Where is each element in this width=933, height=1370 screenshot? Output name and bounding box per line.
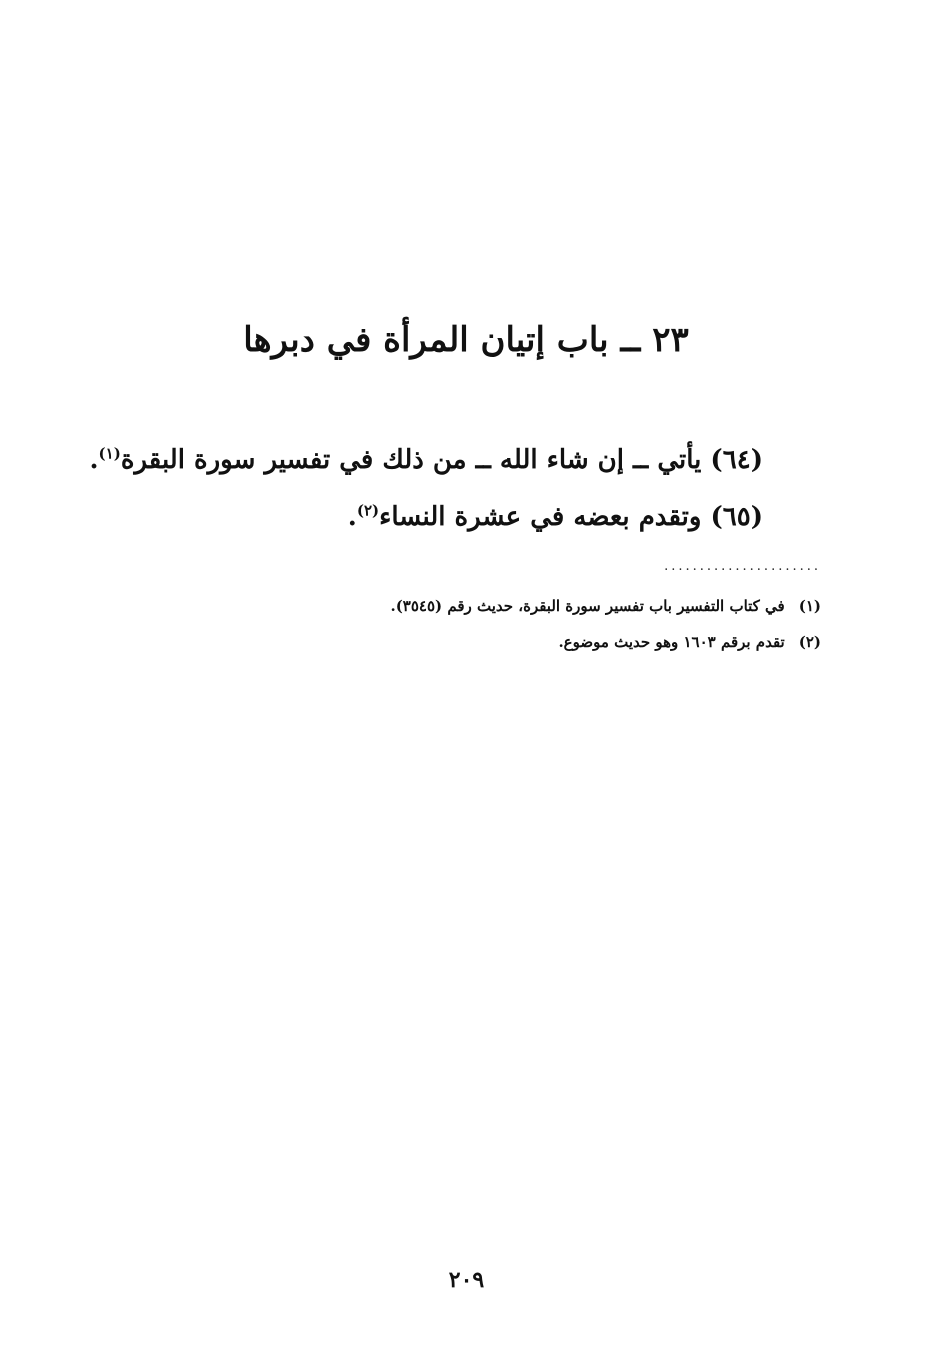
entry-end-mark: . <box>89 445 99 475</box>
footnote-1 <box>390 594 821 618</box>
footnote-divider: ...................... <box>664 561 821 573</box>
hadith-entry-65 <box>348 497 763 537</box>
entry-end-mark: . <box>347 502 357 532</box>
chapter-title: ٢٣ ــ باب إتيان المرأة في دبرها <box>243 320 689 360</box>
footnote-text: في كتاب التفسير باب تفسير سورة البقرة، حديث رقم (٣٥٤٥). <box>390 597 785 615</box>
hadith-entry-text: (٦٥) وتقدم بعضه في عشرة النساء <box>379 502 763 532</box>
footnote-reference: (١) <box>98 444 121 463</box>
footnote-reference: (٢) <box>356 501 380 520</box>
footnote-number: (١) <box>798 597 821 615</box>
page-number: ٢٠٩ <box>448 1267 485 1293</box>
footnote-2 <box>558 630 821 654</box>
hadith-entry-text: (٦٤) يأتي ــ إن شاء الله ــ من ذلك في تفسير سورة البقرة <box>120 445 763 475</box>
hadith-entry-64 <box>89 440 763 480</box>
footnote-text: تقدم برقم ١٦٠٣ وهو حديث موضوع. <box>558 633 785 651</box>
footnote-number: (٢) <box>798 633 821 651</box>
